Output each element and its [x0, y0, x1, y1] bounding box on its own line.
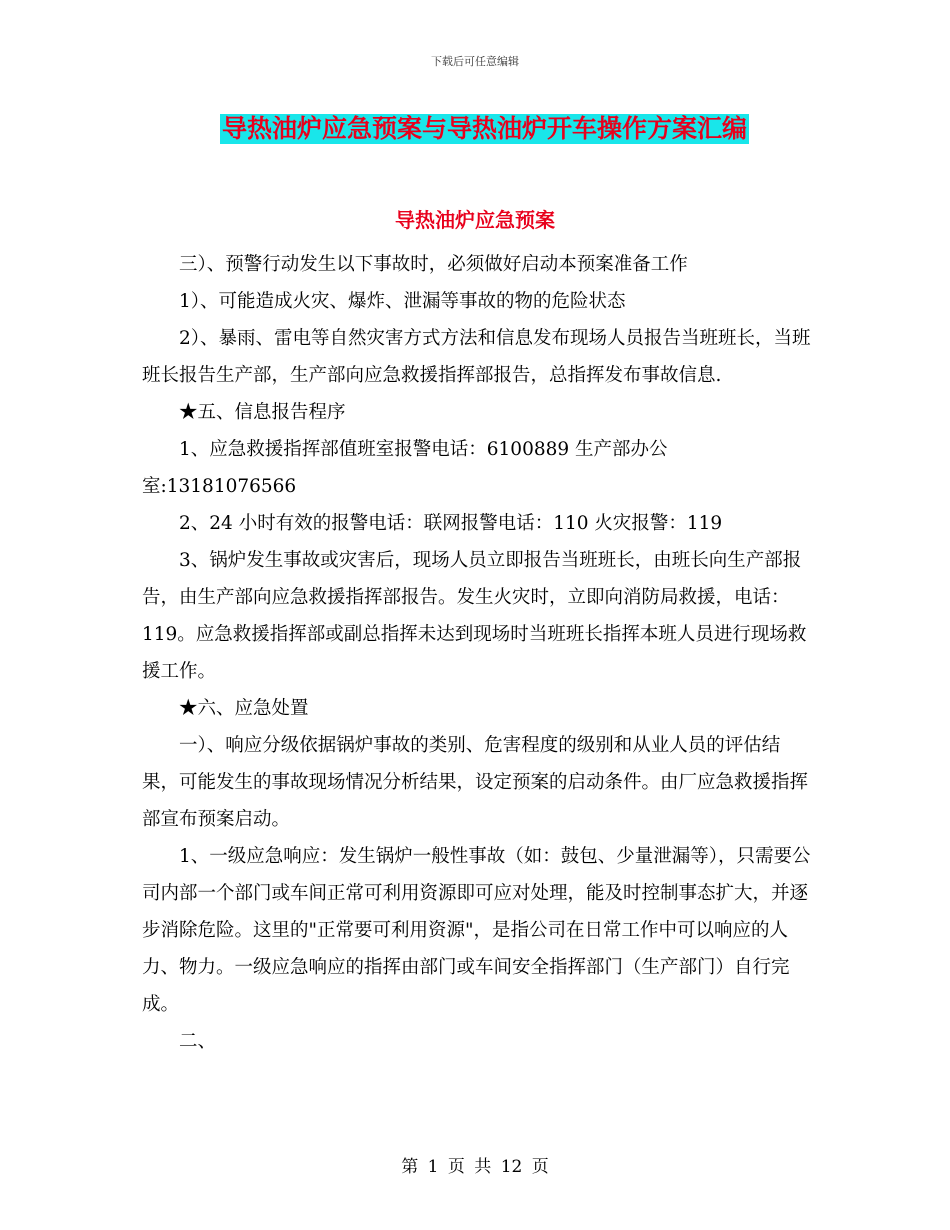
document-title: 导热油炉应急预案与导热油炉开车操作方案汇编 [222, 114, 748, 143]
document-body [142, 246, 812, 1060]
paragraph: 3、锅炉发生事故或灾害后，现场人员立即报告当班班长，由班长向生产部报告，由生产部向应急救援指挥部报告。发生火灾时，立即向消防局救援，电话：119。应急救援指挥部或副总指挥未达到现场时当班班长指挥本班人员进行现场救援工作。 [142, 550, 807, 682]
paragraph: 三）、预警行动发生以下事故时，必须做好启动本预案准备工作 [179, 254, 688, 275]
section-title: 导热油炉应急预案 [395, 208, 555, 232]
paragraph: 1、应急救援指挥部值班室报警电话：6100889 生产部办公室:13181076566 [142, 439, 668, 497]
paragraph: 一）、响应分级依据锅炉事故的类别、危害程度的级别和从业人员的评估结果，可能发生的事故现场情况分析结果，设定预案的启动条件。由厂应急救援指挥部宣布预案启动。 [142, 735, 809, 830]
paragraph: ★五、信息报告程序 [179, 402, 346, 423]
paragraph: ★六、应急处置 [179, 698, 309, 719]
paragraph: 2）、暴雨、雷电等自然灾害方式方法和信息发布现场人员报告当班班长，当班班长报告生产部，生产部向应急救援指挥部报告，总指挥发布事故信息. [142, 328, 811, 386]
paragraph: 1、一级应急响应：发生锅炉一般性事故（如：鼓包、少量泄漏等），只需要公司内部一个部门或车间正常可利用资源即可应对处理，能及时控制事态扩大，并逐步消除危险。这里的"正常要可利用资源"，是指公司在日常工作中可以响应的人力、物力。一级应急响应的指挥由部门或车间安全指挥部门（生产部门）自行完成。 [142, 846, 811, 1015]
paragraph: 1）、可能造成火灾、爆炸、泄漏等事故的物的危险状态 [179, 291, 626, 312]
paragraph: 二、 [179, 1031, 217, 1052]
paragraph: 2、24 小时有效的报警电话：联网报警电话：110 火灾报警：119 [179, 513, 723, 534]
page-number-footer: 第 1 页 共 12 页 [401, 1157, 549, 1177]
page-header-note: 下载后可任意编辑 [431, 55, 519, 68]
